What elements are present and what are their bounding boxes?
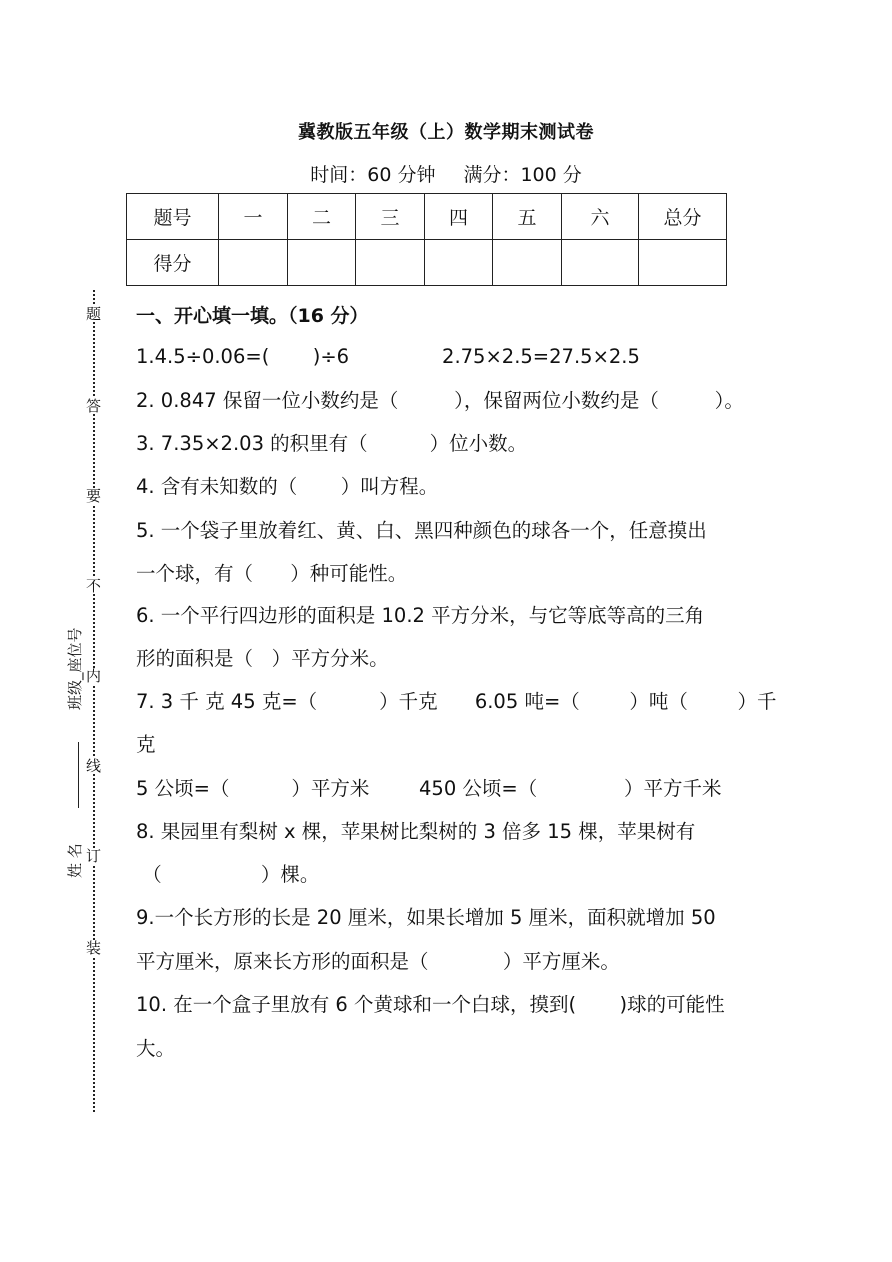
score-table (126, 193, 727, 286)
question-line: 10. 在一个盒子里放有 6 个黄球和一个白球，摸到( )球的可能性 (136, 993, 725, 1016)
binding-char: 答 (86, 397, 102, 415)
question-line: （ ）棵。 (136, 863, 320, 886)
question-line: 形的面积是（ ）平方分米。 (136, 647, 389, 670)
name-field-underline[interactable] (78, 742, 79, 808)
question-line: 平方厘米，原来长方形的面积是（ ）平方厘米。 (136, 950, 620, 973)
question-line: 3. 7.35×2.03 的积里有（ ）位小数。 (136, 432, 528, 455)
binding-char: 订 (86, 847, 102, 865)
score-cell[interactable] (288, 240, 356, 286)
header-cell: 题号 (127, 194, 219, 240)
score-cell[interactable] (493, 240, 562, 286)
header-cell: 总分 (639, 194, 727, 240)
section-heading: 一、开心填一填。（16 分） (136, 305, 369, 327)
binding-char: 装 (86, 939, 102, 957)
score-cell[interactable] (639, 240, 727, 286)
score-table-score-row (127, 240, 727, 286)
exam-title: 冀教版五年级（上）数学期末测试卷 (298, 122, 594, 143)
header-cell: 三 (356, 194, 425, 240)
question-line: 8. 果园里有梨树 x 棵，苹果树比梨树的 3 倍多 15 棵，苹果树有 (136, 820, 696, 843)
question-line: 5 公顷=（ ）平方米 450 公顷=（ ）平方千米 (136, 777, 722, 800)
question-line: 9.一个长方形的长是 20 厘米，如果长增加 5 厘米，面积就增加 50 (136, 906, 716, 929)
binding-char: 内 (86, 667, 102, 685)
binding-char: 不 (86, 577, 102, 595)
score-label-cell: 得分 (127, 240, 219, 286)
class-seat-field-label: 班级_座位号 (66, 627, 84, 710)
score-table-header-row (127, 194, 727, 240)
binding-char: 线 (86, 757, 102, 775)
question-line: 2. 0.847 保留一位小数约是（ ），保留两位小数约是（ ）。 (136, 389, 744, 412)
score-cell[interactable] (562, 240, 639, 286)
question-line: 1.4.5÷0.06=( )÷6 2.75×2.5=27.5×2.5 (136, 345, 640, 368)
header-cell: 二 (288, 194, 356, 240)
header-cell: 四 (425, 194, 493, 240)
score-cell[interactable] (425, 240, 493, 286)
full-score: 满分：100 分 (463, 164, 582, 186)
binding-char: 要 (86, 487, 102, 505)
question-line: 6. 一个平行四边形的面积是 10.2 平方分米，与它等底等高的三角 (136, 604, 705, 627)
binding-char: 题 (86, 305, 102, 323)
exam-subtitle (0, 160, 892, 187)
time-limit: 时间：60 分钟 (310, 164, 436, 186)
question-line: 一个球，有（ ）种可能性。 (136, 562, 408, 585)
question-line: 4. 含有未知数的（ ）叫方程。 (136, 475, 439, 498)
question-line: 克 (136, 733, 156, 756)
header-cell: 六 (562, 194, 639, 240)
score-cell[interactable] (356, 240, 425, 286)
header-cell: 五 (493, 194, 562, 240)
question-line: 7. 3 千 克 45 克=（ ）千克 6.05 吨=（ ）吨（ ）千 (136, 690, 777, 713)
score-cell[interactable] (219, 240, 288, 286)
name-field-label: 姓 名 (66, 843, 84, 878)
header-cell: 一 (219, 194, 288, 240)
question-line: 大。 (136, 1037, 176, 1060)
question-line: 5. 一个袋子里放着红、黄、白、黑四种颜色的球各一个，任意摸出 (136, 519, 707, 542)
